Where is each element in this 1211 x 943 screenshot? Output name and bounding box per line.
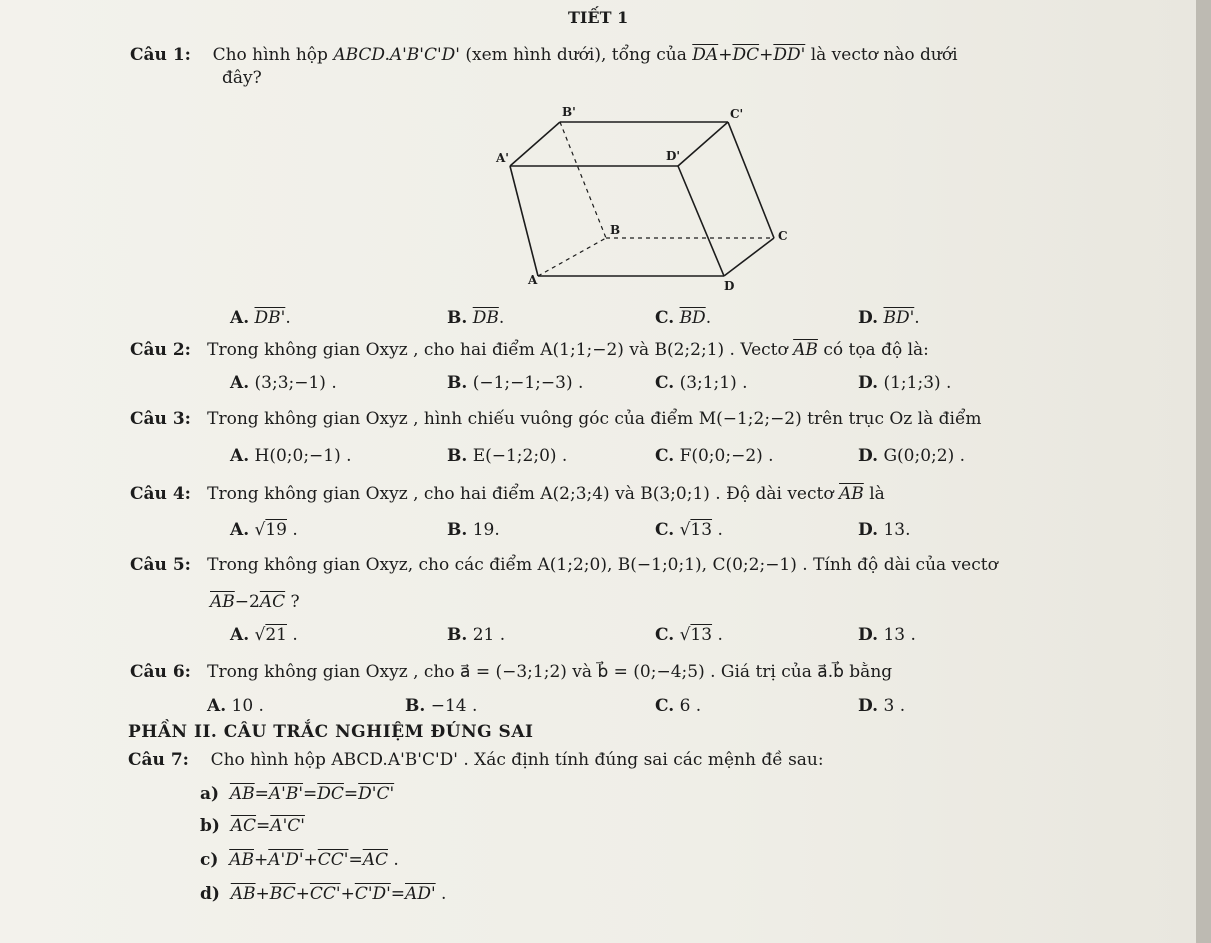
q7-item-c: [200, 850, 399, 870]
q3-option-b-value: E(−1;2;0) .: [472, 446, 568, 466]
question-1-plus-2: +: [759, 45, 774, 65]
q7-item-d-term-3: CC': [309, 884, 341, 904]
question-4: [130, 484, 885, 504]
q6-option-a[interactable]: [207, 696, 264, 716]
q6-option-b-letter: B.: [405, 696, 426, 716]
q1-option-a[interactable]: [230, 308, 291, 328]
page-edge: [1196, 0, 1211, 943]
question-3-label: Câu 3:: [130, 409, 191, 429]
label-d-prime: D': [666, 149, 681, 163]
question-6-label: Câu 6:: [130, 662, 191, 682]
question-2-label: Câu 2:: [130, 340, 191, 360]
edge-cp-c: [728, 122, 774, 238]
lesson-title: TIẾT 1: [568, 8, 629, 27]
label-b-prime: B': [562, 105, 576, 119]
q3-option-d-letter: D.: [858, 446, 879, 466]
q7-item-d-op-1: +: [255, 884, 270, 904]
q4-option-d-letter: D.: [858, 520, 879, 540]
question-1-label: Câu 1:: [130, 45, 191, 65]
question-1: [130, 45, 958, 65]
q7-item-d-end: .: [435, 884, 447, 904]
q7-item-d-op-4: =: [390, 884, 406, 904]
q1-option-b-value: $\overline{DB}$: [472, 308, 499, 328]
q5-option-b-value: 21 .: [472, 625, 506, 645]
q4-option-c-sqrt: √: [679, 520, 691, 540]
q1-option-a-suffix: .: [285, 308, 291, 328]
q2-option-a-value: (3;3;−1) .: [254, 373, 337, 393]
q7-item-c-term-1: $\overline{AB}$: [229, 850, 254, 870]
q5-option-d-letter: D.: [858, 625, 879, 645]
question-2-text-end: có tọa độ là:: [823, 340, 929, 360]
q6-option-c[interactable]: [655, 696, 701, 716]
q3-option-b[interactable]: [447, 446, 567, 466]
q5-option-a-sqrt: √: [254, 625, 266, 645]
question-5-vec-2: $\overline{AC}$: [259, 592, 286, 612]
q1-option-a-value: DB': [254, 308, 286, 328]
q3-option-c[interactable]: [655, 446, 774, 466]
q7-item-a: [200, 784, 394, 804]
q5-option-d[interactable]: [858, 625, 916, 645]
q7-item-b-op-1: =: [256, 816, 271, 836]
q6-option-c-value: 6 .: [679, 696, 702, 716]
q7-item-a-letter: a): [200, 784, 220, 804]
q5-option-a-post: .: [287, 625, 298, 645]
edge-d-c: [724, 238, 774, 276]
q2-option-d[interactable]: [858, 373, 951, 393]
q5-option-c-sqrt: √: [679, 625, 691, 645]
question-1-solid: ABCD.A'B'C'D': [333, 45, 460, 65]
question-7-label: Câu 7:: [128, 750, 189, 770]
q7-item-b: [200, 816, 305, 836]
question-5-minus: −2: [234, 592, 260, 612]
question-2-text: Trong không gian Oxyz , cho hai điểm A(1;1;−2) và B(2;2;1) . Vectơ: [207, 340, 788, 360]
q4-option-b[interactable]: [447, 520, 500, 540]
q1-option-d-suffix: .: [914, 308, 920, 328]
q7-item-a-op-2: =: [303, 784, 318, 804]
question-1-text-d: đây?: [222, 68, 262, 88]
q6-option-a-value: 10 .: [231, 696, 264, 716]
q7-item-a-op-1: =: [254, 784, 269, 804]
edge-dp-cp: [678, 122, 728, 166]
q2-option-d-value: (1;1;3) .: [883, 373, 952, 393]
parallelepiped-figure: [490, 100, 810, 300]
edge-dp-d: [678, 166, 724, 276]
q1-option-c-value: $\overline{BD}$: [679, 308, 706, 328]
q5-option-a-letter: A.: [230, 625, 250, 645]
q6-option-d-letter: D.: [858, 696, 879, 716]
label-c: C: [778, 229, 788, 243]
label-c-prime: C': [730, 107, 744, 121]
q2-option-d-letter: D.: [858, 373, 879, 393]
q1-option-d[interactable]: [858, 308, 920, 328]
q5-option-c[interactable]: [655, 625, 723, 645]
question-6: [130, 662, 892, 682]
q6-option-c-letter: C.: [655, 696, 675, 716]
q7-item-a-term-4: D'C': [358, 784, 395, 804]
q3-option-a-letter: A.: [230, 446, 250, 466]
q7-item-c-term-3: CC': [317, 850, 349, 870]
q7-item-b-term-2: A'C': [270, 816, 305, 836]
question-1-vec-1: $\overline{DA}$: [692, 45, 719, 65]
q4-option-b-value: 19.: [472, 520, 500, 540]
q3-option-a-value: H(0;0;−1) .: [254, 446, 352, 466]
question-3-text: Trong không gian Oxyz , hình chiếu vuông góc của điểm M(−1;2;−2) trên trục Oz là điểm: [207, 409, 982, 429]
q7-item-a-term-1: $\overline{AB}$: [229, 784, 255, 804]
q2-option-b-letter: B.: [447, 373, 468, 393]
question-3: [130, 409, 982, 429]
q3-option-c-letter: C.: [655, 446, 675, 466]
q4-option-c-radicand: 13: [690, 520, 713, 540]
q7-item-c-op-3: =: [348, 850, 363, 870]
q5-option-c-radicand: 13: [690, 625, 713, 645]
edge-ap-a: [510, 166, 538, 276]
q1-option-c-suffix: .: [705, 308, 712, 328]
q4-option-a-sqrt: √: [254, 520, 266, 540]
q7-item-a-term-3: $\overline{DC}$: [317, 784, 344, 804]
q7-item-a-op-3: =: [343, 784, 359, 804]
question-6-text: Trong không gian Oxyz , cho a⃗ = (−3;1;2) và b⃗ = (0;−4;5) . Giá trị của a⃗.b⃗ bằng: [207, 662, 893, 682]
question-4-label: Câu 4:: [130, 484, 191, 504]
q6-option-a-letter: A.: [207, 696, 227, 716]
q4-option-c[interactable]: [655, 520, 723, 540]
q3-option-a[interactable]: [230, 446, 352, 466]
q2-option-c[interactable]: [655, 373, 748, 393]
q1-option-b-suffix: .: [498, 308, 505, 328]
question-4-vec: $\overline{AB}$: [839, 484, 864, 504]
q2-option-c-letter: C.: [655, 373, 675, 393]
q5-option-b-letter: B.: [447, 625, 468, 645]
question-1-text-b: (xem hình dưới), tổng của: [465, 45, 687, 65]
q6-option-d-value: 3 .: [883, 696, 906, 716]
q1-option-d-letter: D.: [858, 308, 879, 328]
q4-option-a-post: .: [287, 520, 298, 540]
q5-option-d-value: 13 .: [883, 625, 916, 645]
question-1-vec-3: DD': [773, 45, 806, 65]
q7-item-c-term-4: $\overline{AC}$: [362, 850, 389, 870]
hidden-edge-bp-b: [560, 122, 606, 238]
q1-option-c-letter: C.: [655, 308, 675, 328]
q7-item-d: [200, 884, 446, 904]
q7-item-d-op-2: +: [295, 884, 310, 904]
q3-option-c-value: F(0;0;−2) .: [679, 446, 774, 466]
q5-option-c-post: .: [712, 625, 723, 645]
q1-option-a-letter: A.: [230, 308, 250, 328]
edge-bp-ap: [510, 122, 560, 166]
question-5-end: ?: [285, 592, 300, 612]
q1-option-d-value: BD': [883, 308, 915, 328]
question-1-text-a: Cho hình hộp: [212, 45, 328, 65]
q4-option-c-post: .: [712, 520, 723, 540]
q2-option-a[interactable]: [230, 373, 337, 393]
q7-item-c-op-1: +: [254, 850, 269, 870]
q2-option-b[interactable]: [447, 373, 583, 393]
q5-option-a[interactable]: [230, 625, 298, 645]
q2-option-a-letter: A.: [230, 373, 250, 393]
q7-item-d-letter: d): [200, 884, 220, 904]
q6-option-d[interactable]: [858, 696, 905, 716]
q4-option-a-letter: A.: [230, 520, 250, 540]
q3-option-b-letter: B.: [447, 446, 468, 466]
label-d: D: [724, 279, 735, 293]
question-4-text-end: là: [869, 484, 885, 504]
hidden-edge-a-b: [538, 238, 606, 276]
question-2-vec: $\overline{AB}$: [793, 340, 818, 360]
q7-item-c-op-2: +: [303, 850, 318, 870]
q3-option-d-value: G(0;0;2) .: [883, 446, 966, 466]
q1-option-c[interactable]: [655, 308, 711, 328]
question-1-text-c: là vectơ nào dưới: [810, 45, 958, 65]
q1-option-b[interactable]: [447, 308, 504, 328]
q7-item-b-term-1: $\overline{AC}$: [230, 816, 257, 836]
q4-option-b-letter: B.: [447, 520, 468, 540]
question-4-text: Trong không gian Oxyz , cho hai điểm A(2;3;4) và B(3;0;1) . Độ dài vectơ: [207, 484, 834, 504]
question-5-expression: [210, 592, 300, 612]
q7-item-d-op-3: +: [340, 884, 355, 904]
q1-option-b-letter: B.: [447, 308, 468, 328]
label-a: A: [528, 273, 538, 287]
q4-option-a[interactable]: [230, 520, 298, 540]
q7-item-d-term-5: AD': [405, 884, 436, 904]
q5-option-a-radicand: 21: [265, 625, 287, 645]
q5-option-b[interactable]: [447, 625, 505, 645]
question-7: [128, 750, 824, 770]
question-1-vec-2: $\overline{DC}$: [732, 45, 760, 65]
question-2: [130, 340, 929, 360]
q7-item-a-term-2: A'B': [268, 784, 304, 804]
q4-option-d-value: 13.: [883, 520, 911, 540]
q6-option-b[interactable]: [405, 696, 477, 716]
q7-item-c-letter: c): [200, 850, 219, 870]
q7-item-b-letter: b): [200, 816, 220, 836]
section-2-title: PHẦN II. CÂU TRẮC NGHIỆM ĐÚNG SAI: [128, 722, 534, 742]
q4-option-c-letter: C.: [655, 520, 675, 540]
q7-item-d-term-1: $\overline{AB}$: [230, 884, 256, 904]
question-7-text: Cho hình hộp ABCD.A'B'C'D' . Xác định tính đúng sai các mệnh đề sau:: [210, 750, 824, 770]
label-b: B: [610, 223, 621, 237]
question-5-text: Trong không gian Oxyz, cho các điểm A(1;2;0), B(−1;0;1), C(0;2;−1) . Tính độ dài của vectơ: [207, 555, 998, 575]
q2-option-c-value: (3;1;1) .: [679, 373, 748, 393]
question-5-vec-1: $\overline{AB}$: [210, 592, 235, 612]
q4-option-a-radicand: 19: [265, 520, 287, 540]
question-5: [130, 555, 998, 575]
q7-item-c-end: .: [388, 850, 399, 870]
q3-option-d[interactable]: [858, 446, 965, 466]
q5-option-c-letter: C.: [655, 625, 675, 645]
question-1-plus-1: +: [718, 45, 733, 65]
q4-option-d[interactable]: [858, 520, 911, 540]
question-5-label: Câu 5:: [130, 555, 191, 575]
q7-item-c-term-2: A'D': [268, 850, 304, 870]
q2-option-b-value: (−1;−1;−3) .: [472, 373, 584, 393]
label-a-prime: A': [496, 151, 509, 165]
q7-item-d-term-4: C'D': [354, 884, 391, 904]
q6-option-b-value: −14 .: [430, 696, 478, 716]
q7-item-d-term-2: $\overline{BC}$: [269, 884, 296, 904]
